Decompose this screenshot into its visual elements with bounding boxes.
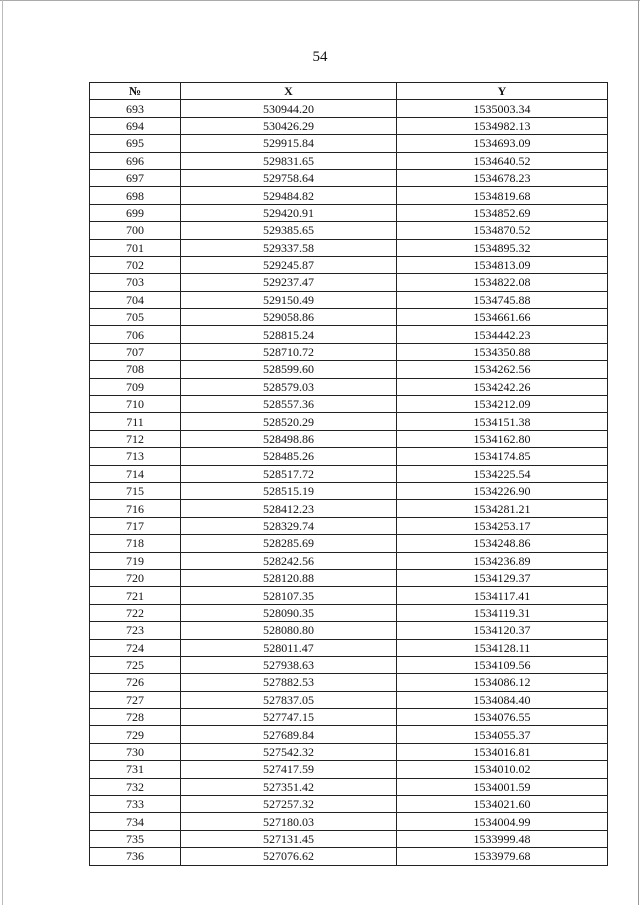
row-number-cell: 711 [90, 413, 181, 430]
y-coordinate-cell: 1534819.68 [397, 187, 608, 204]
x-coordinate-cell: 528485.26 [181, 448, 397, 465]
y-coordinate-cell: 1534661.66 [397, 309, 608, 326]
table-row [90, 274, 608, 291]
row-number-cell: 717 [90, 517, 181, 534]
row-number-cell: 700 [90, 222, 181, 239]
y-coordinate-cell: 1534109.56 [397, 656, 608, 673]
y-coordinate-cell: 1534055.37 [397, 726, 608, 743]
y-coordinate-cell: 1533979.68 [397, 848, 608, 865]
table-row [90, 639, 608, 656]
x-coordinate-cell: 527180.03 [181, 813, 397, 830]
page-right-edge [638, 0, 639, 905]
row-number-cell: 732 [90, 778, 181, 795]
y-coordinate-cell: 1534982.13 [397, 117, 608, 134]
row-number-cell: 729 [90, 726, 181, 743]
table-row [90, 761, 608, 778]
row-number-cell: 720 [90, 569, 181, 586]
header-x: X [181, 83, 397, 100]
table-row [90, 100, 608, 117]
table-row [90, 709, 608, 726]
table-row [90, 117, 608, 134]
y-coordinate-cell: 1534084.40 [397, 691, 608, 708]
row-number-cell: 704 [90, 291, 181, 308]
x-coordinate-cell: 528329.74 [181, 517, 397, 534]
y-coordinate-cell: 1534852.69 [397, 204, 608, 221]
row-number-cell: 703 [90, 274, 181, 291]
table-row [90, 448, 608, 465]
y-coordinate-cell: 1534004.99 [397, 813, 608, 830]
y-coordinate-cell: 1534442.23 [397, 326, 608, 343]
row-number-cell: 716 [90, 500, 181, 517]
page-number: 54 [312, 49, 328, 65]
y-coordinate-cell: 1534870.52 [397, 222, 608, 239]
row-number-cell: 730 [90, 743, 181, 760]
x-coordinate-cell: 527747.15 [181, 709, 397, 726]
row-number-cell: 726 [90, 674, 181, 691]
table-row [90, 396, 608, 413]
x-coordinate-cell: 529337.58 [181, 239, 397, 256]
table-row [90, 430, 608, 447]
x-coordinate-cell: 529420.91 [181, 204, 397, 221]
row-number-cell: 731 [90, 761, 181, 778]
y-coordinate-cell: 1534236.89 [397, 552, 608, 569]
x-coordinate-cell: 528517.72 [181, 465, 397, 482]
table-row [90, 204, 608, 221]
table-row [90, 256, 608, 273]
y-coordinate-cell: 1534129.37 [397, 569, 608, 586]
x-coordinate-cell: 527882.53 [181, 674, 397, 691]
row-number-cell: 699 [90, 204, 181, 221]
y-coordinate-cell: 1534119.31 [397, 604, 608, 621]
x-coordinate-cell: 529150.49 [181, 291, 397, 308]
table-row [90, 169, 608, 186]
x-coordinate-cell: 528412.23 [181, 500, 397, 517]
x-coordinate-cell: 527417.59 [181, 761, 397, 778]
table-row [90, 326, 608, 343]
table-row [90, 848, 608, 865]
header-number: № [90, 83, 181, 100]
x-coordinate-cell: 528498.86 [181, 430, 397, 447]
x-coordinate-cell: 528599.60 [181, 361, 397, 378]
x-coordinate-cell: 527938.63 [181, 656, 397, 673]
table-row [90, 309, 608, 326]
x-coordinate-cell: 528710.72 [181, 343, 397, 360]
y-coordinate-cell: 1534745.88 [397, 291, 608, 308]
row-number-cell: 728 [90, 709, 181, 726]
x-coordinate-cell: 527689.84 [181, 726, 397, 743]
y-coordinate-cell: 1534010.02 [397, 761, 608, 778]
x-coordinate-cell: 529915.84 [181, 135, 397, 152]
row-number-cell: 722 [90, 604, 181, 621]
row-number-cell: 696 [90, 152, 181, 169]
table-row [90, 239, 608, 256]
row-number-cell: 710 [90, 396, 181, 413]
row-number-cell: 705 [90, 309, 181, 326]
y-coordinate-cell: 1533999.48 [397, 830, 608, 847]
table-row [90, 361, 608, 378]
y-coordinate-cell: 1534128.11 [397, 639, 608, 656]
y-coordinate-cell: 1534001.59 [397, 778, 608, 795]
x-coordinate-cell: 529058.86 [181, 309, 397, 326]
x-coordinate-cell: 529237.47 [181, 274, 397, 291]
table-row [90, 500, 608, 517]
x-coordinate-cell: 529385.65 [181, 222, 397, 239]
x-coordinate-cell: 527542.32 [181, 743, 397, 760]
row-number-cell: 727 [90, 691, 181, 708]
y-coordinate-cell: 1534120.37 [397, 622, 608, 639]
x-coordinate-cell: 527837.05 [181, 691, 397, 708]
x-coordinate-cell: 528815.24 [181, 326, 397, 343]
x-coordinate-cell: 529245.87 [181, 256, 397, 273]
x-coordinate-cell: 527351.42 [181, 778, 397, 795]
y-coordinate-cell: 1534640.52 [397, 152, 608, 169]
table-row [90, 778, 608, 795]
table-row [90, 413, 608, 430]
row-number-cell: 713 [90, 448, 181, 465]
table-row [90, 222, 608, 239]
y-coordinate-cell: 1534076.55 [397, 709, 608, 726]
x-coordinate-cell: 528090.35 [181, 604, 397, 621]
y-coordinate-cell: 1534016.81 [397, 743, 608, 760]
row-number-cell: 725 [90, 656, 181, 673]
row-number-cell: 694 [90, 117, 181, 134]
y-coordinate-cell: 1534226.90 [397, 482, 608, 499]
row-number-cell: 707 [90, 343, 181, 360]
row-number-cell: 708 [90, 361, 181, 378]
table-row [90, 656, 608, 673]
y-coordinate-cell: 1534242.26 [397, 378, 608, 395]
table-row [90, 517, 608, 534]
table-row [90, 830, 608, 847]
x-coordinate-cell: 527131.45 [181, 830, 397, 847]
x-coordinate-cell: 528579.03 [181, 378, 397, 395]
row-number-cell: 695 [90, 135, 181, 152]
x-coordinate-cell: 528107.35 [181, 587, 397, 604]
x-coordinate-cell: 528285.69 [181, 535, 397, 552]
table-row [90, 465, 608, 482]
x-coordinate-cell: 529831.65 [181, 152, 397, 169]
x-coordinate-cell: 528080.80 [181, 622, 397, 639]
row-number-cell: 733 [90, 796, 181, 813]
page-top-edge [0, 0, 640, 1]
y-coordinate-cell: 1534174.85 [397, 448, 608, 465]
table-row [90, 587, 608, 604]
table-row [90, 743, 608, 760]
x-coordinate-cell: 528242.56 [181, 552, 397, 569]
table-row [90, 152, 608, 169]
y-coordinate-cell: 1534813.09 [397, 256, 608, 273]
row-number-cell: 701 [90, 239, 181, 256]
row-number-cell: 723 [90, 622, 181, 639]
x-coordinate-cell: 530426.29 [181, 117, 397, 134]
table-row [90, 622, 608, 639]
y-coordinate-cell: 1534117.41 [397, 587, 608, 604]
table-row [90, 535, 608, 552]
y-coordinate-cell: 1534895.32 [397, 239, 608, 256]
row-number-cell: 736 [90, 848, 181, 865]
y-coordinate-cell: 1534678.23 [397, 169, 608, 186]
table-row [90, 569, 608, 586]
row-number-cell: 693 [90, 100, 181, 117]
y-coordinate-cell: 1534212.09 [397, 396, 608, 413]
x-coordinate-cell: 527076.62 [181, 848, 397, 865]
table-row [90, 726, 608, 743]
x-coordinate-cell: 527257.32 [181, 796, 397, 813]
y-coordinate-cell: 1534281.21 [397, 500, 608, 517]
row-number-cell: 697 [90, 169, 181, 186]
table-row [90, 604, 608, 621]
table-row [90, 378, 608, 395]
row-number-cell: 714 [90, 465, 181, 482]
table-row [90, 813, 608, 830]
y-coordinate-cell: 1534248.86 [397, 535, 608, 552]
y-coordinate-cell: 1534262.56 [397, 361, 608, 378]
coordinates-table [89, 82, 608, 866]
table-row [90, 482, 608, 499]
x-coordinate-cell: 528520.29 [181, 413, 397, 430]
x-coordinate-cell: 528557.36 [181, 396, 397, 413]
y-coordinate-cell: 1534253.17 [397, 517, 608, 534]
table-body [90, 100, 608, 865]
x-coordinate-cell: 528011.47 [181, 639, 397, 656]
x-coordinate-cell: 530944.20 [181, 100, 397, 117]
row-number-cell: 709 [90, 378, 181, 395]
table-row [90, 187, 608, 204]
y-coordinate-cell: 1535003.34 [397, 100, 608, 117]
row-number-cell: 719 [90, 552, 181, 569]
table-row [90, 674, 608, 691]
row-number-cell: 735 [90, 830, 181, 847]
x-coordinate-cell: 528120.88 [181, 569, 397, 586]
row-number-cell: 712 [90, 430, 181, 447]
table-row [90, 291, 608, 308]
table-row [90, 691, 608, 708]
page-left-edge [2, 0, 3, 905]
y-coordinate-cell: 1534021.60 [397, 796, 608, 813]
y-coordinate-cell: 1534151.38 [397, 413, 608, 430]
row-number-cell: 698 [90, 187, 181, 204]
row-number-cell: 734 [90, 813, 181, 830]
row-number-cell: 702 [90, 256, 181, 273]
y-coordinate-cell: 1534162.80 [397, 430, 608, 447]
table-row [90, 135, 608, 152]
row-number-cell: 718 [90, 535, 181, 552]
x-coordinate-cell: 529484.82 [181, 187, 397, 204]
y-coordinate-cell: 1534822.08 [397, 274, 608, 291]
row-number-cell: 715 [90, 482, 181, 499]
header-y: Y [397, 83, 608, 100]
row-number-cell: 721 [90, 587, 181, 604]
y-coordinate-cell: 1534086.12 [397, 674, 608, 691]
row-number-cell: 724 [90, 639, 181, 656]
table-row [90, 343, 608, 360]
x-coordinate-cell: 528515.19 [181, 482, 397, 499]
table-row [90, 796, 608, 813]
y-coordinate-cell: 1534350.88 [397, 343, 608, 360]
row-number-cell: 706 [90, 326, 181, 343]
y-coordinate-cell: 1534225.54 [397, 465, 608, 482]
table-row [90, 552, 608, 569]
table-header-row [90, 83, 608, 100]
x-coordinate-cell: 529758.64 [181, 169, 397, 186]
y-coordinate-cell: 1534693.09 [397, 135, 608, 152]
